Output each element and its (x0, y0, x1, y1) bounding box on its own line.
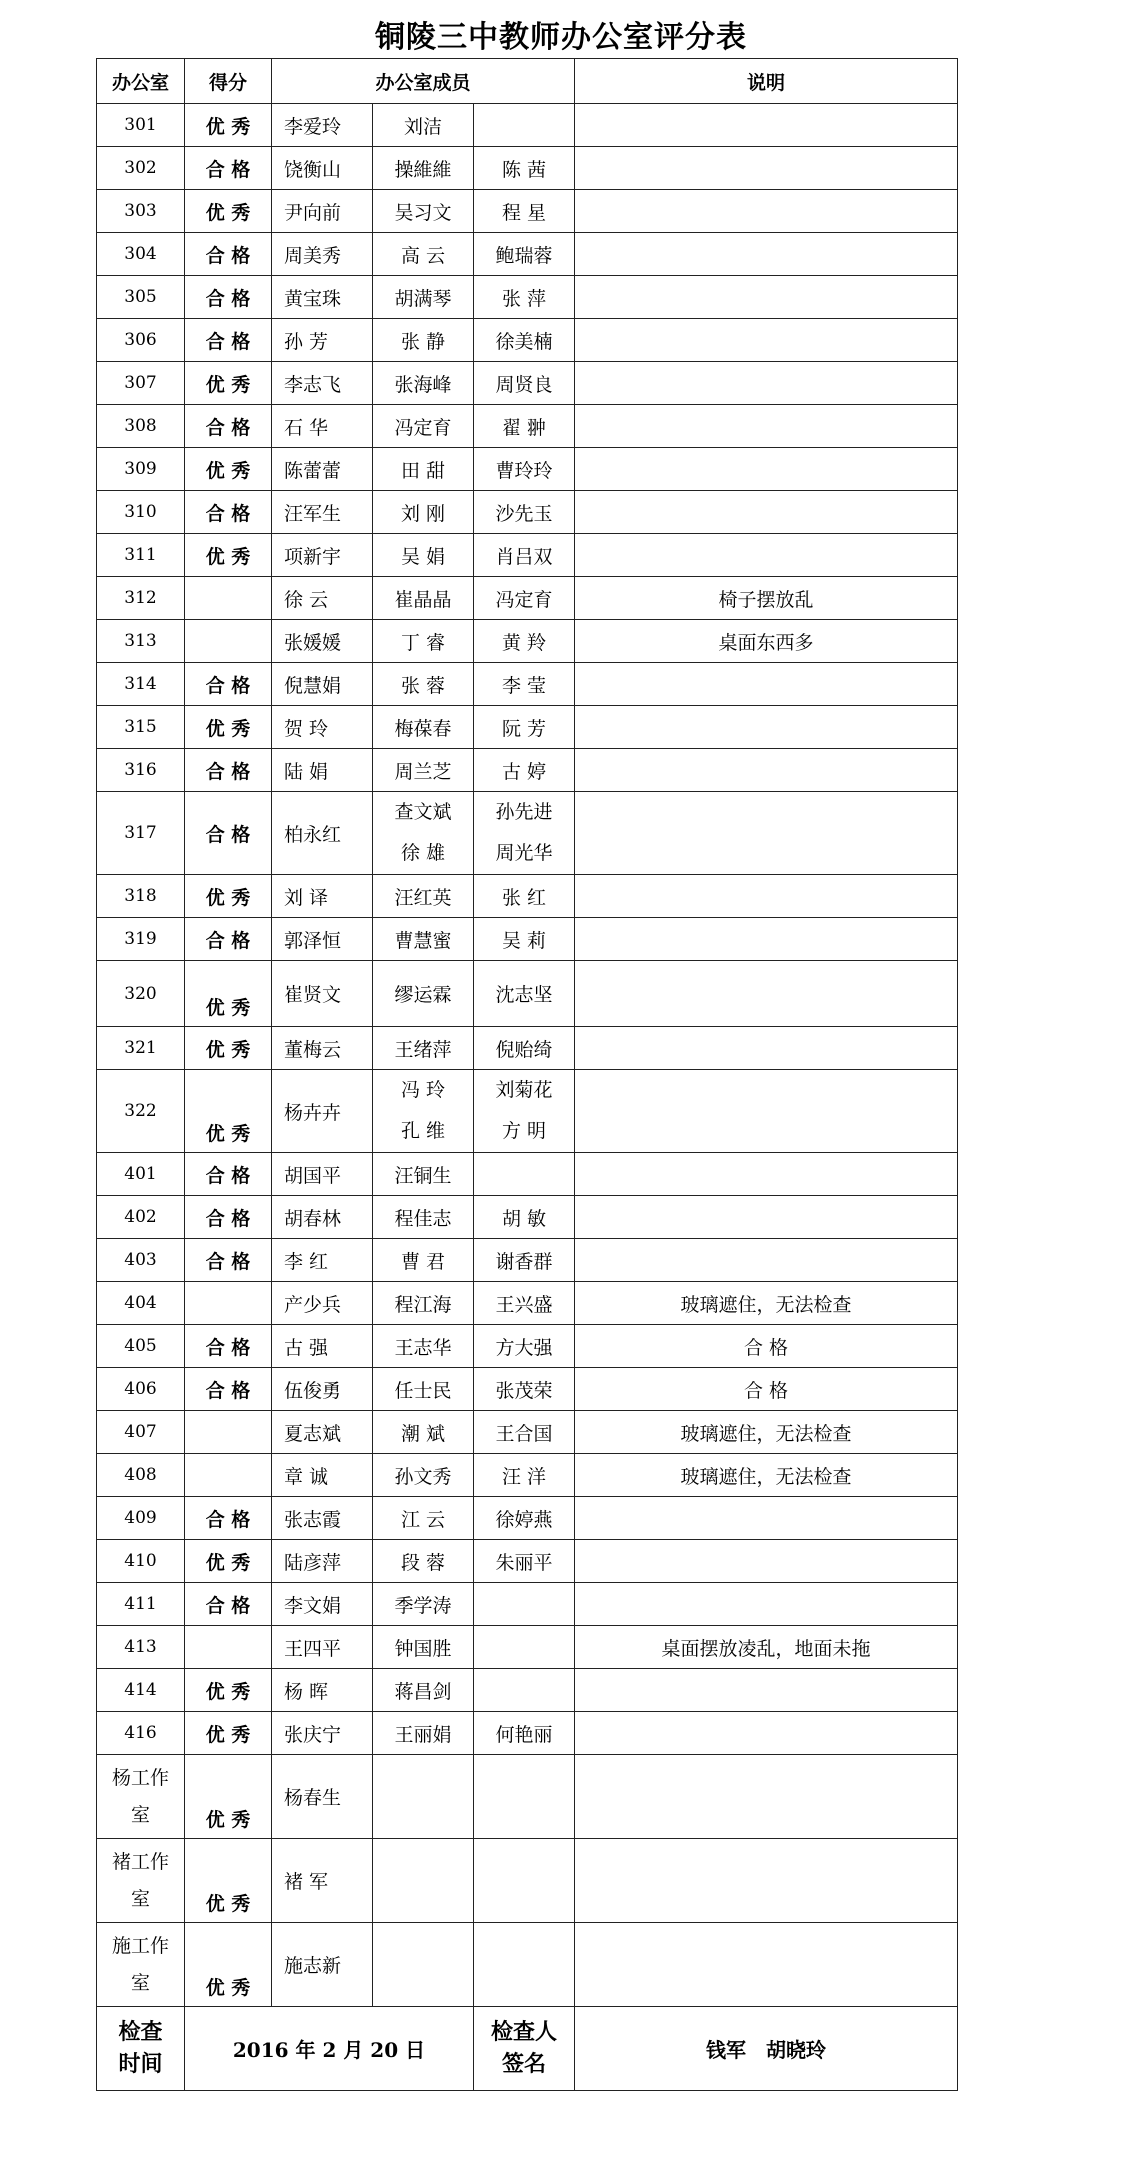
note-cell (575, 706, 958, 749)
member-cell: 李志飞 (272, 362, 373, 405)
member-cell: 褚 军 (272, 1839, 373, 1923)
member-cell: 王合国 (474, 1411, 575, 1454)
member-name: 刘菊花 (495, 1079, 553, 1101)
member-cell: 杨卉卉 (272, 1070, 373, 1153)
room-number: 313 (97, 620, 185, 663)
table-row (97, 1626, 958, 1669)
room-number: 杨工作室 (97, 1755, 185, 1839)
note-cell (575, 918, 958, 961)
score-table (96, 58, 958, 2091)
table-row (97, 620, 958, 663)
table-row (97, 1497, 958, 1540)
note-cell: 合 格 (575, 1368, 958, 1411)
room-number: 404 (97, 1282, 185, 1325)
table-row (97, 276, 958, 319)
footer-sign-label: 检查人签名 (474, 2007, 575, 2091)
room-number: 413 (97, 1626, 185, 1669)
member-cell: 尹向前 (272, 190, 373, 233)
room-number: 408 (97, 1454, 185, 1497)
table-row (97, 319, 958, 362)
member-cell: 产少兵 (272, 1282, 373, 1325)
note-cell (575, 1755, 958, 1839)
member-cell: 谢香群 (474, 1239, 575, 1282)
member-cell: 孙文秀 (373, 1454, 474, 1497)
document-title: 铜陵三中教师办公室评分表 (375, 20, 747, 55)
table-row (97, 233, 958, 276)
member-cell: 杨春生 (272, 1755, 373, 1839)
note-cell (575, 1497, 958, 1540)
member-cell (474, 1669, 575, 1712)
header-room: 办公室 (97, 59, 185, 104)
member-cell: 肖吕双 (474, 534, 575, 577)
member-name: 查文斌 (394, 801, 452, 823)
room-number: 414 (97, 1669, 185, 1712)
grade-cell: 合 格 (185, 1153, 272, 1196)
footer-signers: 钱军 胡晓玲 (575, 2007, 958, 2091)
note-cell (575, 792, 958, 875)
footer-date: 2016 年 2 月 20 日 (185, 2007, 474, 2091)
note-cell (575, 875, 958, 918)
member-cell: 何艳丽 (474, 1712, 575, 1755)
grade-cell: 优 秀 (185, 1755, 272, 1839)
member-cell: 黄宝珠 (272, 276, 373, 319)
member-cell: 张志霞 (272, 1497, 373, 1540)
table-row (97, 405, 958, 448)
member-cell: 王兴盛 (474, 1282, 575, 1325)
grade-cell: 优 秀 (185, 534, 272, 577)
member-cell (474, 1583, 575, 1626)
note-cell: 合 格 (575, 1325, 958, 1368)
note-cell (575, 534, 958, 577)
member-cell: 方大强 (474, 1325, 575, 1368)
note-cell (575, 448, 958, 491)
grade-cell: 优 秀 (185, 104, 272, 147)
grade-cell: 合 格 (185, 1583, 272, 1626)
table-row (97, 1282, 958, 1325)
room-number: 416 (97, 1712, 185, 1755)
member-cell: 孙 芳 (272, 319, 373, 362)
member-cell: 沈志坚 (474, 961, 575, 1027)
note-cell: 玻璃遮住，无法检查 (575, 1454, 958, 1497)
room-number: 405 (97, 1325, 185, 1368)
grade-cell: 优 秀 (185, 875, 272, 918)
room-number: 410 (97, 1540, 185, 1583)
member-cell: 徐美楠 (474, 319, 575, 362)
footer-row (97, 2007, 958, 2091)
member-cell: 胡春林 (272, 1196, 373, 1239)
member-name: 方 明 (501, 1120, 547, 1142)
member-cell: 沙先玉 (474, 491, 575, 534)
grade-cell (185, 1411, 272, 1454)
member-cell: 钟国胜 (373, 1626, 474, 1669)
table-row (97, 491, 958, 534)
note-cell (575, 1196, 958, 1239)
member-cell: 陆 娟 (272, 749, 373, 792)
grade-cell: 合 格 (185, 405, 272, 448)
member-cell: 王丽娟 (373, 1712, 474, 1755)
table-row (97, 147, 958, 190)
room-number: 309 (97, 448, 185, 491)
table-row (97, 1411, 958, 1454)
member-cell: 周贤良 (474, 362, 575, 405)
table-row (97, 1070, 958, 1153)
member-cell: 冯定育 (373, 405, 474, 448)
table-row (97, 362, 958, 405)
member-cell (373, 1755, 474, 1839)
member-cell: 刘洁 (373, 104, 474, 147)
member-cell: 杨 晖 (272, 1669, 373, 1712)
room-number: 322 (97, 1070, 185, 1153)
grade-cell: 优 秀 (185, 1027, 272, 1070)
table-row (97, 1368, 958, 1411)
member-cell (474, 1153, 575, 1196)
note-cell (575, 1239, 958, 1282)
room-number: 401 (97, 1153, 185, 1196)
member-cell: 胡国平 (272, 1153, 373, 1196)
table-row (97, 1923, 958, 2007)
member-cell: 刘 刚 (373, 491, 474, 534)
member-cell: 李文娟 (272, 1583, 373, 1626)
note-cell (575, 147, 958, 190)
member-cell (373, 792, 474, 875)
table-row (97, 104, 958, 147)
note-cell (575, 749, 958, 792)
member-cell: 田 甜 (373, 448, 474, 491)
footer-date-label: 检查时间 (97, 2007, 185, 2091)
member-cell: 周兰芝 (373, 749, 474, 792)
member-cell: 王志华 (373, 1325, 474, 1368)
header-note: 说明 (575, 59, 958, 104)
member-cell: 施志新 (272, 1923, 373, 2007)
member-cell: 陈蕾蕾 (272, 448, 373, 491)
note-cell (575, 405, 958, 448)
member-cell: 石 华 (272, 405, 373, 448)
member-cell: 梅葆春 (373, 706, 474, 749)
table-header-row (97, 59, 958, 104)
room-number: 317 (97, 792, 185, 875)
member-name: 孙先进 (495, 801, 553, 823)
room-number: 406 (97, 1368, 185, 1411)
member-name: 周光华 (495, 842, 553, 864)
member-cell (373, 1070, 474, 1153)
room-number: 315 (97, 706, 185, 749)
grade-cell (185, 620, 272, 663)
member-cell: 季学涛 (373, 1583, 474, 1626)
room-number: 褚工作室 (97, 1839, 185, 1923)
table-row (97, 1712, 958, 1755)
note-cell: 玻璃遮住，无法检查 (575, 1411, 958, 1454)
table-row (97, 1325, 958, 1368)
member-cell: 汪铜生 (373, 1153, 474, 1196)
member-cell: 徐婷燕 (474, 1497, 575, 1540)
member-cell: 段 蓉 (373, 1540, 474, 1583)
grade-cell: 优 秀 (185, 706, 272, 749)
grade-cell: 优 秀 (185, 1923, 272, 2007)
room-number: 411 (97, 1583, 185, 1626)
member-cell: 吴 娟 (373, 534, 474, 577)
note-cell (575, 1153, 958, 1196)
member-cell: 汪军生 (272, 491, 373, 534)
member-cell: 伍俊勇 (272, 1368, 373, 1411)
member-cell: 胡满琴 (373, 276, 474, 319)
grade-cell: 合 格 (185, 1497, 272, 1540)
table-row (97, 1839, 958, 1923)
room-number: 319 (97, 918, 185, 961)
member-cell: 郭泽恒 (272, 918, 373, 961)
grade-cell: 优 秀 (185, 1839, 272, 1923)
member-cell (474, 1626, 575, 1669)
room-number: 312 (97, 577, 185, 620)
grade-cell: 优 秀 (185, 1070, 272, 1153)
member-cell: 古 强 (272, 1325, 373, 1368)
table-row (97, 534, 958, 577)
table-row (97, 1196, 958, 1239)
note-cell (575, 1669, 958, 1712)
member-cell: 朱丽平 (474, 1540, 575, 1583)
note-cell (575, 1070, 958, 1153)
table-row (97, 1239, 958, 1282)
member-cell: 张 静 (373, 319, 474, 362)
grade-cell: 优 秀 (185, 448, 272, 491)
header-members: 办公室成员 (272, 59, 575, 104)
table-body (97, 104, 958, 2007)
table-row (97, 663, 958, 706)
table-row (97, 577, 958, 620)
member-cell: 李爱玲 (272, 104, 373, 147)
grade-cell: 合 格 (185, 319, 272, 362)
member-cell (373, 1923, 474, 2007)
grade-cell (185, 1626, 272, 1669)
note-cell (575, 1583, 958, 1626)
room-number: 310 (97, 491, 185, 534)
member-cell: 贺 玲 (272, 706, 373, 749)
note-cell: 桌面东西多 (575, 620, 958, 663)
grade-cell: 优 秀 (185, 190, 272, 233)
room-number: 307 (97, 362, 185, 405)
member-cell: 张庆宁 (272, 1712, 373, 1755)
grade-cell (185, 577, 272, 620)
room-number: 302 (97, 147, 185, 190)
grade-cell: 合 格 (185, 792, 272, 875)
grade-cell: 合 格 (185, 1196, 272, 1239)
grade-cell (185, 1282, 272, 1325)
room-number: 316 (97, 749, 185, 792)
member-cell: 鲍瑞蓉 (474, 233, 575, 276)
member-cell: 李 红 (272, 1239, 373, 1282)
room-number: 306 (97, 319, 185, 362)
member-cell: 夏志斌 (272, 1411, 373, 1454)
grade-cell: 优 秀 (185, 1712, 272, 1755)
member-cell: 吴习文 (373, 190, 474, 233)
table-row (97, 706, 958, 749)
member-cell: 周美秀 (272, 233, 373, 276)
grade-cell: 优 秀 (185, 362, 272, 405)
member-cell: 翟 翀 (474, 405, 575, 448)
member-cell: 程江海 (373, 1282, 474, 1325)
note-cell (575, 961, 958, 1027)
member-cell: 古 婷 (474, 749, 575, 792)
table-row (97, 1583, 958, 1626)
room-number: 321 (97, 1027, 185, 1070)
grade-cell: 合 格 (185, 491, 272, 534)
table-row (97, 1540, 958, 1583)
room-number: 407 (97, 1411, 185, 1454)
member-cell: 蒋昌剑 (373, 1669, 474, 1712)
member-cell: 缪运霖 (373, 961, 474, 1027)
member-cell: 张 萍 (474, 276, 575, 319)
member-cell: 程 星 (474, 190, 575, 233)
table-row (97, 875, 958, 918)
member-cell (474, 1839, 575, 1923)
room-number: 施工作室 (97, 1923, 185, 2007)
member-cell: 高 云 (373, 233, 474, 276)
note-cell (575, 276, 958, 319)
grade-cell: 优 秀 (185, 1540, 272, 1583)
note-cell (575, 362, 958, 405)
table-row (97, 1669, 958, 1712)
room-number: 303 (97, 190, 185, 233)
note-cell (575, 233, 958, 276)
grade-cell: 合 格 (185, 276, 272, 319)
room-number: 409 (97, 1497, 185, 1540)
member-cell: 崔贤文 (272, 961, 373, 1027)
member-cell: 曹 君 (373, 1239, 474, 1282)
note-cell: 桌面摆放凌乱，地面未拖 (575, 1626, 958, 1669)
member-cell: 陈 茜 (474, 147, 575, 190)
room-number: 318 (97, 875, 185, 918)
room-number: 314 (97, 663, 185, 706)
note-cell (575, 319, 958, 362)
table-row (97, 1027, 958, 1070)
member-cell: 张 红 (474, 875, 575, 918)
member-cell: 董梅云 (272, 1027, 373, 1070)
table-row (97, 1153, 958, 1196)
member-cell: 项新宇 (272, 534, 373, 577)
member-cell: 陆彦萍 (272, 1540, 373, 1583)
member-cell: 饶衡山 (272, 147, 373, 190)
grade-cell: 合 格 (185, 1325, 272, 1368)
member-cell: 张媛媛 (272, 620, 373, 663)
table-row (97, 749, 958, 792)
room-number: 301 (97, 104, 185, 147)
note-cell (575, 1712, 958, 1755)
member-cell: 阮 芳 (474, 706, 575, 749)
room-number: 305 (97, 276, 185, 319)
member-cell (474, 1923, 575, 2007)
member-cell: 胡 敏 (474, 1196, 575, 1239)
member-cell: 徐 云 (272, 577, 373, 620)
member-cell: 吴 莉 (474, 918, 575, 961)
note-cell: 椅子摆放乱 (575, 577, 958, 620)
member-cell: 江 云 (373, 1497, 474, 1540)
member-cell: 王绪萍 (373, 1027, 474, 1070)
table-row (97, 1454, 958, 1497)
note-cell (575, 1540, 958, 1583)
grade-cell: 合 格 (185, 1368, 272, 1411)
note-cell (575, 1839, 958, 1923)
member-cell: 倪贻绮 (474, 1027, 575, 1070)
member-cell: 王四平 (272, 1626, 373, 1669)
member-cell (474, 1755, 575, 1839)
member-cell: 潮 斌 (373, 1411, 474, 1454)
member-cell: 汪 洋 (474, 1454, 575, 1497)
note-cell (575, 104, 958, 147)
room-number: 308 (97, 405, 185, 448)
table-row (97, 190, 958, 233)
note-cell (575, 491, 958, 534)
room-number: 402 (97, 1196, 185, 1239)
member-cell: 崔晶晶 (373, 577, 474, 620)
member-cell: 张海峰 (373, 362, 474, 405)
grade-cell: 合 格 (185, 918, 272, 961)
member-cell: 曹玲玲 (474, 448, 575, 491)
member-cell (474, 792, 575, 875)
member-cell: 操維維 (373, 147, 474, 190)
member-cell: 倪慧娟 (272, 663, 373, 706)
member-cell: 曹慧蜜 (373, 918, 474, 961)
member-cell: 柏永红 (272, 792, 373, 875)
room-number: 403 (97, 1239, 185, 1282)
member-cell: 章 诚 (272, 1454, 373, 1497)
member-name: 徐 雄 (400, 842, 446, 864)
member-cell: 汪红英 (373, 875, 474, 918)
note-cell: 玻璃遮住，无法检查 (575, 1282, 958, 1325)
member-cell: 张 蓉 (373, 663, 474, 706)
room-number: 311 (97, 534, 185, 577)
grade-cell: 优 秀 (185, 1669, 272, 1712)
member-cell: 张茂荣 (474, 1368, 575, 1411)
member-cell (373, 1839, 474, 1923)
table-row (97, 961, 958, 1027)
member-cell (474, 104, 575, 147)
grade-cell: 优 秀 (185, 961, 272, 1027)
grade-cell: 合 格 (185, 749, 272, 792)
member-cell: 任士民 (373, 1368, 474, 1411)
member-name: 孔 维 (400, 1120, 446, 1142)
member-name: 冯 玲 (400, 1079, 446, 1101)
table-row (97, 1755, 958, 1839)
note-cell (575, 190, 958, 233)
member-cell: 黄 羚 (474, 620, 575, 663)
member-cell (474, 1070, 575, 1153)
table-row (97, 918, 958, 961)
grade-cell: 合 格 (185, 1239, 272, 1282)
room-number: 320 (97, 961, 185, 1027)
member-cell: 程佳志 (373, 1196, 474, 1239)
note-cell (575, 663, 958, 706)
grade-cell: 合 格 (185, 233, 272, 276)
header-grade: 得分 (185, 59, 272, 104)
member-cell: 丁 睿 (373, 620, 474, 663)
note-cell (575, 1923, 958, 2007)
room-number: 304 (97, 233, 185, 276)
grade-cell: 合 格 (185, 663, 272, 706)
grade-cell (185, 1454, 272, 1497)
note-cell (575, 1027, 958, 1070)
member-cell: 李 莹 (474, 663, 575, 706)
member-cell: 冯定育 (474, 577, 575, 620)
grade-cell: 合 格 (185, 147, 272, 190)
table-row (97, 792, 958, 875)
table-row (97, 448, 958, 491)
member-cell: 刘 译 (272, 875, 373, 918)
